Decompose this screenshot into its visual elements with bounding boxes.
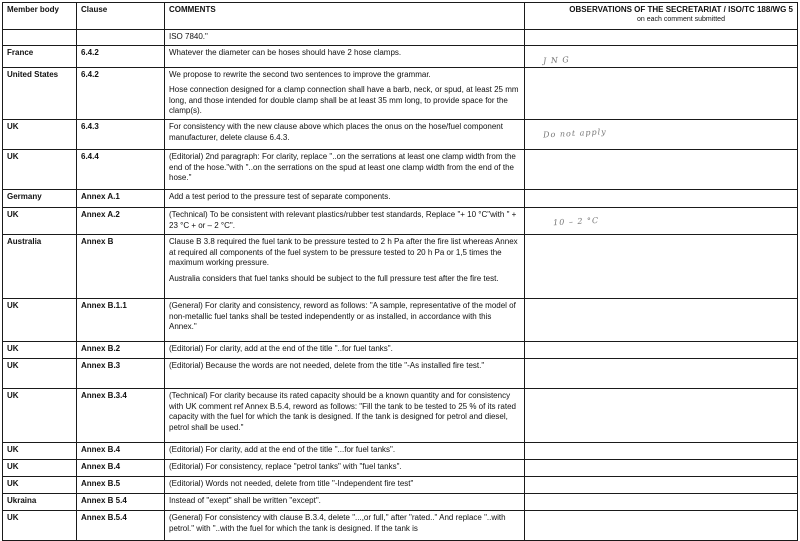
comment-cell: [165, 388, 525, 442]
member-body-cell: UK: [3, 149, 77, 189]
table-row: [3, 67, 798, 119]
observation-cell: [525, 189, 798, 207]
table-row: [3, 189, 798, 207]
comment-paragraph: (Editorial) Because the words are not needed, delete from the title "-As installed fire test.": [169, 360, 485, 370]
comments-table: [2, 2, 798, 541]
comment-cell: [165, 358, 525, 388]
header-observations-title: OBSERVATIONS OF THE SECRETARIAT / ISO/TC 188/WG 5: [569, 5, 793, 14]
header-clause: Clause: [77, 3, 165, 30]
comment-paragraph: Instead of "exept" shall be written "except".: [169, 495, 321, 505]
comment-cell: [165, 30, 525, 46]
table-header-row: [3, 3, 798, 30]
table-row: [3, 45, 798, 67]
observation-cell: [525, 388, 798, 442]
header-comments: COMMENTS: [165, 3, 525, 30]
header-member-body: Member body: [3, 3, 77, 30]
comment-cell: [165, 119, 525, 149]
comment-paragraph: (Technical) To be consistent with relevant plastics/rubber test standards, Replace "+ 10 °C"with " + 23 °C + or – 2 °C".: [169, 209, 517, 230]
comment-cell: [165, 149, 525, 189]
member-body-cell: UK: [3, 358, 77, 388]
observation-cell: [525, 493, 798, 510]
clause-cell: 6.4.4: [77, 149, 165, 189]
comment-paragraph: (Editorial) For clarity, add at the end of the title "..for fuel tanks".: [169, 343, 393, 353]
clause-cell: 6.4.2: [77, 67, 165, 119]
member-body-cell: Australia: [3, 234, 77, 298]
observation-cell: [525, 358, 798, 388]
comment-paragraph: Clause B 3.8 required the fuel tank to be pressure tested to 2 h Pa after the fire list whereas Annex at required all components of the fuel system to be pressure tested to 20 h Pa or 1,5 times the maximum working pressure.: [169, 236, 518, 268]
clause-cell: [77, 30, 165, 46]
table-row: [3, 298, 798, 341]
member-body-cell: UK: [3, 119, 77, 149]
clause-cell: Annex B 5.4: [77, 493, 165, 510]
observation-cell: [525, 234, 798, 298]
comment-paragraph: Australia considers that fuel tanks should be subject to the full pressure test after the fire test.: [169, 273, 499, 283]
clause-cell: Annex B.4: [77, 442, 165, 459]
clause-cell: Annex A.2: [77, 207, 165, 234]
observation-cell: [525, 341, 798, 358]
comment-cell: [165, 341, 525, 358]
comment-paragraph: (Technical) For clarity because its rated capacity should be a known quantity and for consistency with UK comment ref Annex B.5.4, reword as follows: "Fill the tank to be tested to 25 % of its rated capacity with the fuel for which the tank is designed. If the tank is designed for petrol and diesel, petrol shall be used.": [169, 390, 517, 432]
table-row: [3, 207, 798, 234]
table-row: [3, 30, 798, 46]
comment-paragraph: ISO 7840.": [169, 32, 208, 41]
observation-cell: [525, 442, 798, 459]
clause-cell: Annex B.3: [77, 358, 165, 388]
member-body-cell: UK: [3, 207, 77, 234]
comment-paragraph: (Editorial) For consistency, replace "petrol tanks" with "fuel tanks".: [169, 461, 402, 471]
clause-cell: 6.4.3: [77, 119, 165, 149]
observation-cell: [525, 67, 798, 119]
table-row: [3, 234, 798, 298]
observation-cell: [525, 45, 798, 67]
comment-paragraph: We propose to rewrite the second two sentences to improve the grammar.: [169, 69, 431, 79]
observation-cell: [525, 476, 798, 493]
table-row: [3, 459, 798, 476]
handwritten-note: 10 – 2 °C: [552, 215, 600, 228]
comment-paragraph: Add a test period to the pressure test of separate components.: [169, 191, 391, 201]
table-row: [3, 149, 798, 189]
member-body-cell: Ukraina: [3, 493, 77, 510]
comment-cell: [165, 45, 525, 67]
comments-document: [2, 2, 797, 541]
member-body-cell: UK: [3, 510, 77, 540]
member-body-cell: UK: [3, 388, 77, 442]
table-row: [3, 510, 798, 540]
comment-paragraph: For consistency with the new clause above which places the onus on the hose/fuel component manufacturer, delete clause 6.4.3.: [169, 121, 503, 142]
comment-cell: [165, 189, 525, 207]
table-row: [3, 119, 798, 149]
clause-cell: Annex B.2: [77, 341, 165, 358]
clause-cell: Annex B.3.4: [77, 388, 165, 442]
clause-cell: Annex B.4: [77, 459, 165, 476]
clause-cell: Annex A.1: [77, 189, 165, 207]
comment-cell: [165, 67, 525, 119]
comment-paragraph: Whatever the diameter can be hoses should have 2 hose clamps.: [169, 47, 402, 57]
clause-cell: Annex B.5: [77, 476, 165, 493]
comment-cell: [165, 442, 525, 459]
handwritten-note: Do not apply: [542, 127, 607, 140]
comment-paragraph: (Editorial) For clarity, add at the end of the title "...for fuel tanks".: [169, 444, 396, 454]
comment-paragraph: (General) For consistency with clause B.3.4, delete "...,or full," after "rated.." And replace "..with petrol." with "..with the fuel for which the tank is designed. If the tank is: [169, 512, 506, 533]
comment-paragraph: (Editorial) Words not needed, delete from title "-Independent fire test": [169, 478, 414, 488]
observation-cell: [525, 149, 798, 189]
observation-cell: [525, 510, 798, 540]
clause-cell: 6.4.2: [77, 45, 165, 67]
member-body-cell: United States: [3, 67, 77, 119]
clause-cell: Annex B.1.1: [77, 298, 165, 341]
comments-table-body: [3, 30, 798, 541]
comment-cell: [165, 510, 525, 540]
comment-cell: [165, 493, 525, 510]
observation-cell: [525, 298, 798, 341]
clause-cell: Annex B: [77, 234, 165, 298]
handwritten-note: J N G: [542, 54, 571, 66]
comment-paragraph: (General) For clarity and consistency, reword as follows: "A sample, representative of the model of non-metallic fuel tanks shall be tested independently or as installed, in accordance with this Annex.": [169, 300, 516, 332]
table-row: [3, 341, 798, 358]
clause-cell: Annex B.5.4: [77, 510, 165, 540]
header-observations-subtitle: on each comment submitted: [637, 15, 725, 23]
observation-cell: [525, 119, 798, 149]
comment-cell: [165, 476, 525, 493]
member-body-cell: UK: [3, 476, 77, 493]
comment-cell: [165, 207, 525, 234]
member-body-cell: France: [3, 45, 77, 67]
comment-cell: [165, 459, 525, 476]
table-row: [3, 358, 798, 388]
table-row: [3, 442, 798, 459]
comment-cell: [165, 234, 525, 298]
member-body-cell: UK: [3, 341, 77, 358]
comment-cell: [165, 298, 525, 341]
member-body-cell: UK: [3, 298, 77, 341]
observation-cell: [525, 207, 798, 234]
table-row: [3, 493, 798, 510]
table-row: [3, 476, 798, 493]
comment-paragraph: Hose connection designed for a clamp connection shall have a barb, neck, or spud, at least 25 mm long, and those intended for double clamp shall be at least 35 mm long, to provide space for the clamp(s).: [169, 85, 519, 116]
table-row: [3, 388, 798, 442]
member-body-cell: UK: [3, 442, 77, 459]
header-observations: [525, 3, 798, 30]
comment-paragraph: (Editorial) 2nd paragraph: For clarity, replace "..on the serrations at least one clamp width from the end of the hose."with "..on the serrations on the spud at least one clamp width from the end of the hose.": [169, 151, 516, 183]
observation-cell: [525, 30, 798, 46]
observation-cell: [525, 459, 798, 476]
member-body-cell: UK: [3, 459, 77, 476]
member-body-cell: Germany: [3, 189, 77, 207]
member-body-cell: [3, 30, 77, 46]
